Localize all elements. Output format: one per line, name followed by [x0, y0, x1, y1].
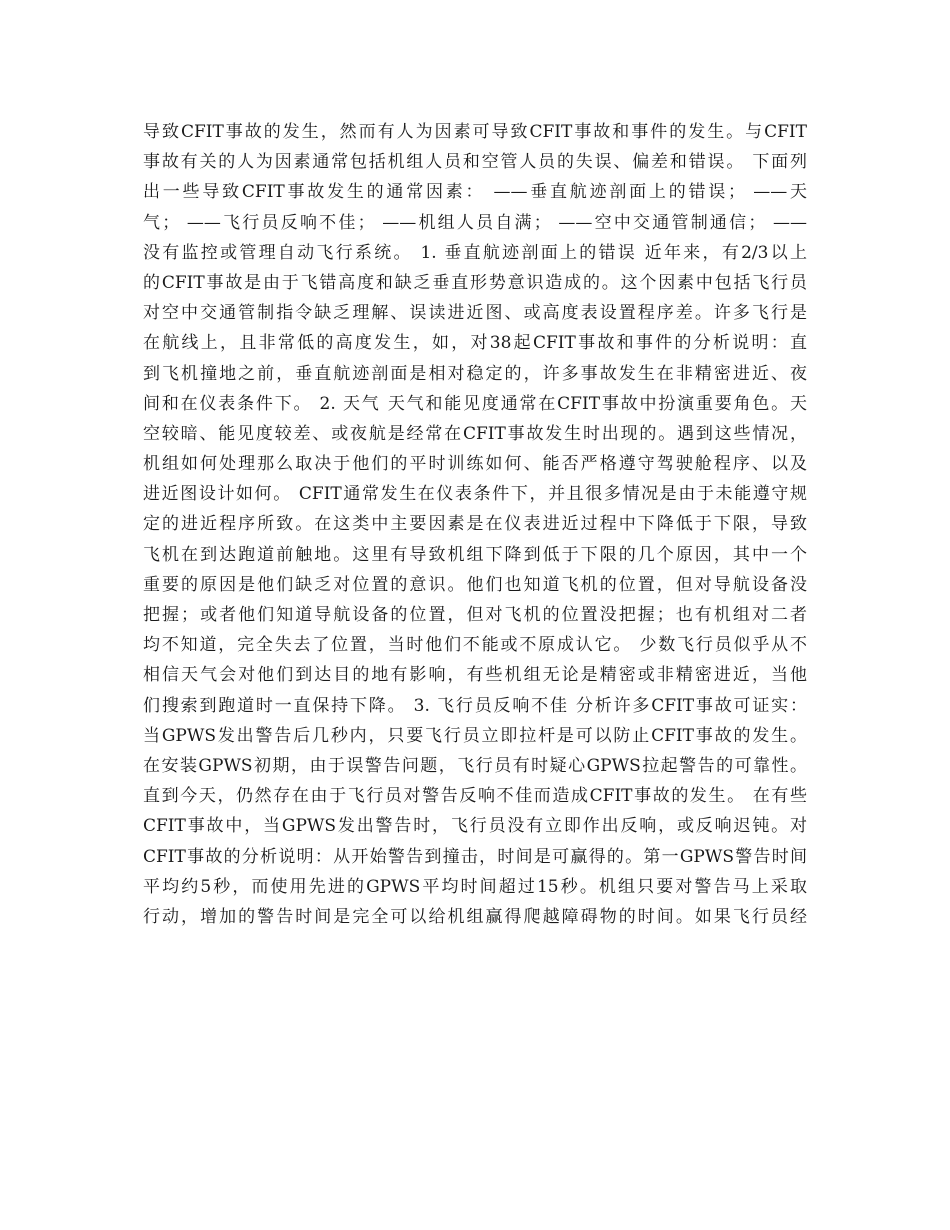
text-line: 把握；或者他们知道导航设备的位置，但对飞机的位置没把握；也有机组对二者 [143, 605, 807, 625]
text-line: 们搜索到跑道时一直保持下降。 3. 飞行员反响不佳 分析许多CFIT事故可证实： [143, 695, 807, 716]
text-line: CFIT事故中，当GPWS发出警告时，飞行员没有立即作出反响，或反响迟钝。对 [143, 816, 807, 837]
text-line: 进近图设计如何。 CFIT通常发生在仪表条件下，并且很多情况是由于未能遵守规 [143, 484, 807, 505]
text-line: 定的进近程序所致。在这类中主要因素是在仪表进近过程中下降低于下限，导致 [143, 514, 807, 535]
text-line: 均不知道，完全失去了位置，当时他们不能或不原成认它。 少数飞行员似乎从不 [143, 635, 807, 656]
text-line: 气； ——飞行员反响不佳； ——机组人员自满； ——空中交通管制通信； —— [143, 212, 807, 233]
text-line: 飞机在到达跑道前触地。这里有导致机组下降到低于下限的几个原因，其中一个 [143, 544, 807, 565]
text-line: CFIT事故的分析说明：从开始警告到撞击，时间是可赢得的。第一GPWS警告时间 [143, 846, 807, 867]
text-line: 事故有关的人为因素通常包括机组人员和空管人员的失误、偏差和错误。 下面列 [143, 152, 807, 173]
text-line: 当GPWS发出警告后几秒内，只要飞行员立即拉杆是可以防止CFIT事故的发生。 [143, 725, 807, 746]
text-line: 在航线上，且非常低的高度发生，如，对38起CFIT事故和事件的分析说明：直 [143, 333, 807, 354]
text-line: 没有监控或管理自动飞行系统。 1. 垂直航迹剖面上的错误 近年来，有2/3以上 [143, 242, 807, 263]
text-line: 相信天气会对他们到达目的地有影响，有些机组无论是精密或非精密进近，当他 [143, 665, 807, 686]
body-text [143, 117, 807, 932]
text-line: 平均约5秒，而使用先进的GPWS平均时间超过15秒。机组只要对警告马上采取 [143, 876, 807, 897]
text-line: 对空中交通管制指令缺乏理解、误读进近图、或高度表设置程序差。许多飞行是 [143, 303, 807, 324]
text-line: 到飞机撞地之前，垂直航迹剖面是相对稳定的，许多事故发生在非精密进近、夜 [143, 363, 807, 384]
text-line: 的CFIT事故是由于飞错高度和缺乏垂直形势意识造成的。这个因素中包括飞行员 [143, 272, 807, 293]
text-line: 行动，增加的警告时间是完全可以给机组赢得爬越障碍物的时间。如果飞行员经 [143, 906, 807, 927]
text-line: 在安装GPWS初期，由于误警告问题，飞行员有时疑心GPWS拉起警告的可靠性。 [143, 755, 807, 776]
text-line: 出一些导致CFIT事故发生的通常因素： ——垂直航迹剖面上的错误； ——天 [143, 182, 807, 203]
text-line: 直到今天，仍然存在由于飞行员对警告反响不佳而造成CFIT事故的发生。 在有些 [143, 786, 807, 807]
text-line: 空较暗、能见度较差、或夜航是经常在CFIT事故发生时出现的。遇到这些情况， [143, 423, 807, 444]
text-line: 重要的原因是他们缺乏对位置的意识。他们也知道飞机的位置，但对导航设备没 [143, 574, 807, 595]
text-line: 间和在仪表条件下。 2. 天气 天气和能见度通常在CFIT事故中扮演重要角色。天 [143, 393, 807, 414]
text-line: 导致CFIT事故的发生，然而有人为因素可导致CFIT事故和事件的发生。与CFIT [143, 122, 807, 142]
text-line: 机组如何处理那么取决于他们的平时训练如何、能否严格遵守驾驶舱程序、以及 [143, 454, 807, 475]
